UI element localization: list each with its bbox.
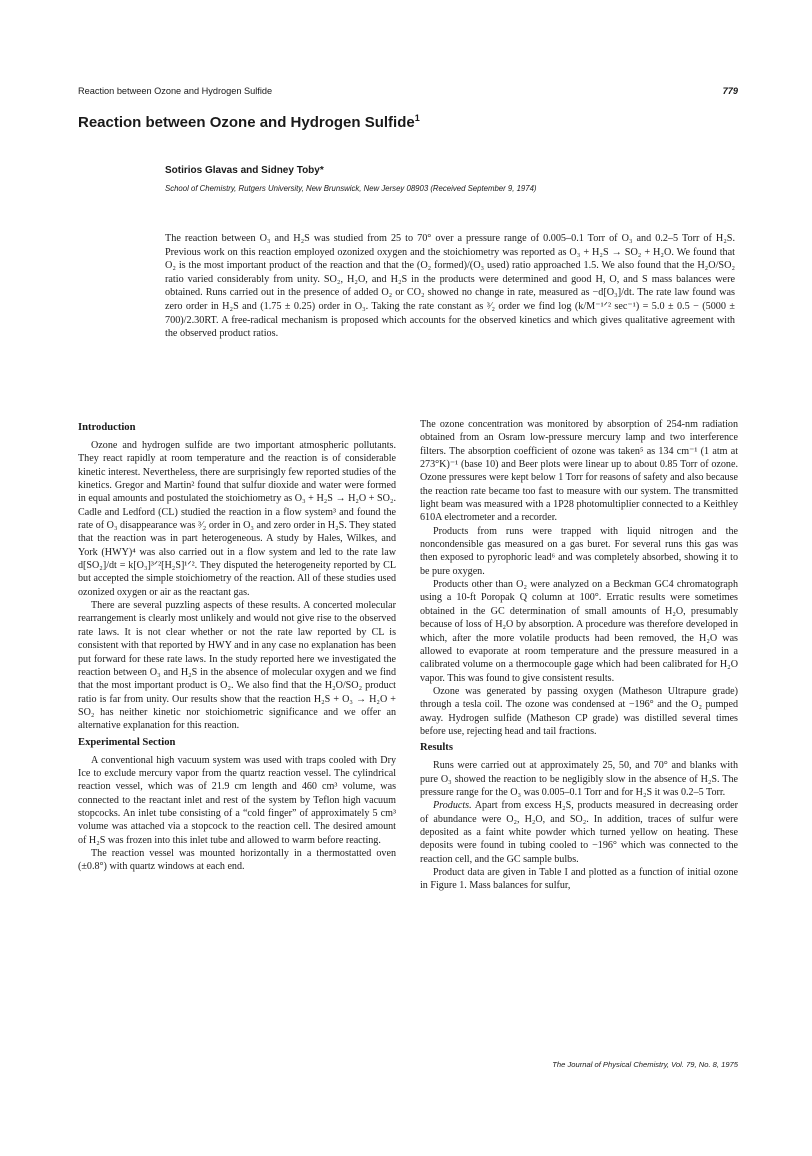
article-title	[78, 108, 738, 133]
experimental-paragraph-1: A conventional high vacuum system was used with traps cooled with Dry Ice to exclude mercury vapor from the quartz reaction vessel. The cylindrical reaction vessel, which was of 21.9 cm length and 460 cm³ volume, was connected to the reactant inlet and rest of the system by Teflon high vacuum stopcocks. An inlet tube consisting of a “cold finger” of approximately 5 cm³ volume was attached via a stopcock to the reaction cell. The desired amount of H₂S was frozen into this inlet tube and allowed to warm before reacting.	[78, 754, 396, 846]
page-number: 779	[722, 86, 738, 96]
experimental-paragraph-6: Ozone was generated by passing oxygen (Matheson Ultrapure grade) through a tesla coil. The ozone was condensed at −196° and the O₂ pumped away. Hydrogen sulfide (Matheson CP grade) was distilled several times before use, rejecting head and tail fractions.	[420, 685, 738, 737]
products-lead-in: Products.	[433, 800, 472, 812]
products-text: Apart from excess H₂S, products measured in decreasing order of abundance were O₂, H₂O, and SO₂. In addition, traces of sulfur were deposited as a faint white powder which turned yellow on heating. These deposits were found in tubing cooled to −196° which was connected to the reaction cell, and the GC sample bulbs.	[420, 800, 738, 865]
introduction-heading: Introduction	[78, 422, 136, 433]
journal-footer: The Journal of Physical Chemistry, Vol. 79, No. 8, 1975	[552, 1060, 738, 1069]
experimental-heading: Experimental Section	[78, 736, 176, 748]
running-head	[78, 86, 738, 100]
left-column	[78, 418, 396, 874]
experimental-paragraph-2: The reaction vessel was mounted horizontally in a thermostatted oven (±0.8°) with quartz windows at each end.	[78, 847, 396, 873]
abstract: The reaction between O₃ and H₂S was studied from 25 to 70° over a pressure range of 0.005–0.1 Torr of O₃ and 0.2–5 Torr of H₂S. Previous work on this reaction employed ozonized oxygen and the stoichiometry was reported as O₃ + H₂S → SO₂ + H₂O. We found that O₂ is the most important product of the reaction and that the (O₂ formed)/(O₃ used) ratio approached 1.5. We also found that the H₂O/SO₂ ratio varied considerably from unity. SO₂, H₂O, and H₂S in the products were determined and good H, O, and S mass balances were obtained. Runs carried out in the presence of added O₂ or CO₂ showed no change in rate, measured as −d[O₃]/dt. The rate law found was zero order in H₂S and (1.75 ± 0.25) order in O₃. Taking the rate constant as ³⁄₂ order we find log (k/M⁻¹ᐟ² sec⁻¹) = 5.0 ± 0.5 − (5000 ± 700)/2.30RT. A free-radical mechanism is proposed which accounts for the observed kinetics and which gives qualitative agreement with the observed product ratios.	[165, 233, 735, 340]
experimental-paragraph-4: Products from runs were trapped with liquid nitrogen and the noncondensible gas measured on a gas buret. For several runs this gas was then exposed to pyrophoric lead⁶ and was completely absorbed, showing it to be pure oxygen.	[420, 525, 738, 577]
results-paragraph-1: Runs were carried out at approximately 25, 50, and 70° and blanks with pure O₃ showed the reaction to be negligibly slow in the absence of H₂S. The pressure range for the O₃ was 0.005–0.1 Torr and for H₂S it was 0.2–5 Torr.	[420, 760, 738, 798]
author-list: Sotirios Glavas and Sidney Toby*	[165, 165, 324, 176]
running-title: Reaction between Ozone and Hydrogen Sulfide	[78, 86, 273, 96]
experimental-paragraph-3: The ozone concentration was monitored by absorption of 254-nm radiation obtained from an Osram low-pressure mercury lamp and two interference filters. The absorption coefficient of ozone was taken⁵ as 134 cm⁻¹ (1 atm at 273°K)⁻¹ (base 10) and Beer plots were linear up to about 0.85 Torr of ozone. Ozone pressures were kept below 1 Torr for reasons of safety and also because the reaction rate became too fast to measure with our system. The transmitted light beam was measured with a 1P28 photomultiplier connected to a Keithley 610A electrometer and a recorder.	[420, 419, 738, 524]
title-text: Reaction between Ozone and Hydrogen Sulfide	[78, 114, 415, 131]
title-footnote-marker: 1	[414, 113, 420, 123]
introduction-paragraph-2: There are several puzzling aspects of these results. A concerted molecular rearrangement is clearly most unlikely and would not give rise to the observed rate laws. It is not clear whether or not the rate law reported by CL is consistent with that reported by HWY and in any case no explanation has been put forward for these rate laws. In the study reported here we investigated the reaction between O₃ and H₂S in the absence of molecular oxygen and we find that the most important product is O₂. We also find that the H₂O/SO₂ product ratio is far from unity. Our results show that the reaction H₂S + O₃ → H₂O + SO₂ has neither kinetic nor stoichiometric significance and we offer an alternative explanation for this reaction.	[78, 600, 396, 732]
results-paragraph-3: Product data are given in Table I and plotted as a function of initial ozone in Figure 1. Mass balances for sulfur,	[420, 867, 738, 892]
results-heading: Results	[420, 742, 453, 754]
experimental-paragraph-5: Products other than O₂ were analyzed on a Beckman GC4 chromatograph using a 10-ft Poropak Q column at 100°. Erratic results were sometimes obtained in the GC determination of small amounts of H₂O, presumably because of loss of H₂O by absorption. A procedure was therefore developed in which, after the more volatile products had been removed, the H₂O was allowed to evaporate at room temperature and the pressure measured in a calibrated volume on a thermocouple gage which had been calibrated for H₂O vapor. This was found to give consistent results.	[420, 579, 738, 684]
introduction-paragraph-1: Ozone and hydrogen sulfide are two important atmospheric pollutants. They react rapidly at room temperature and the reaction is of considerable kinetic interest. Nevertheless, there are surprisingly few reported studies of the kinetics. Gregor and Martin² found that sulfur dioxide and water were formed in equal amounts and postulated the stoichiometry as O₃ + H₂S → H₂O + SO₂. Cadle and Ledford (CL) studied the reaction in a flow system³ and found the rate of O₃ disappearance was ³⁄₂ order in O₃ and zero order in H₂S. They stated that the reaction was in part heterogeneous. A study by Hales, Wilkes, and York (HWY)⁴ was also carried out in a flow system and led to the rate law d[SO₂]/dt = k[O₃]³ᐟ²[H₂S]¹ᐟ². They disputed the heterogeneity reported by CL but accepted the simple stoichiometry of the reaction. All of these studies used ozonized oxygen or air as the reactant gas.	[78, 440, 396, 598]
results-paragraph-2	[420, 799, 738, 866]
right-column	[420, 418, 738, 893]
affiliation: School of Chemistry, Rutgers University, New Brunswick, New Jersey 08903 (Received September 9, 1974)	[165, 184, 537, 193]
